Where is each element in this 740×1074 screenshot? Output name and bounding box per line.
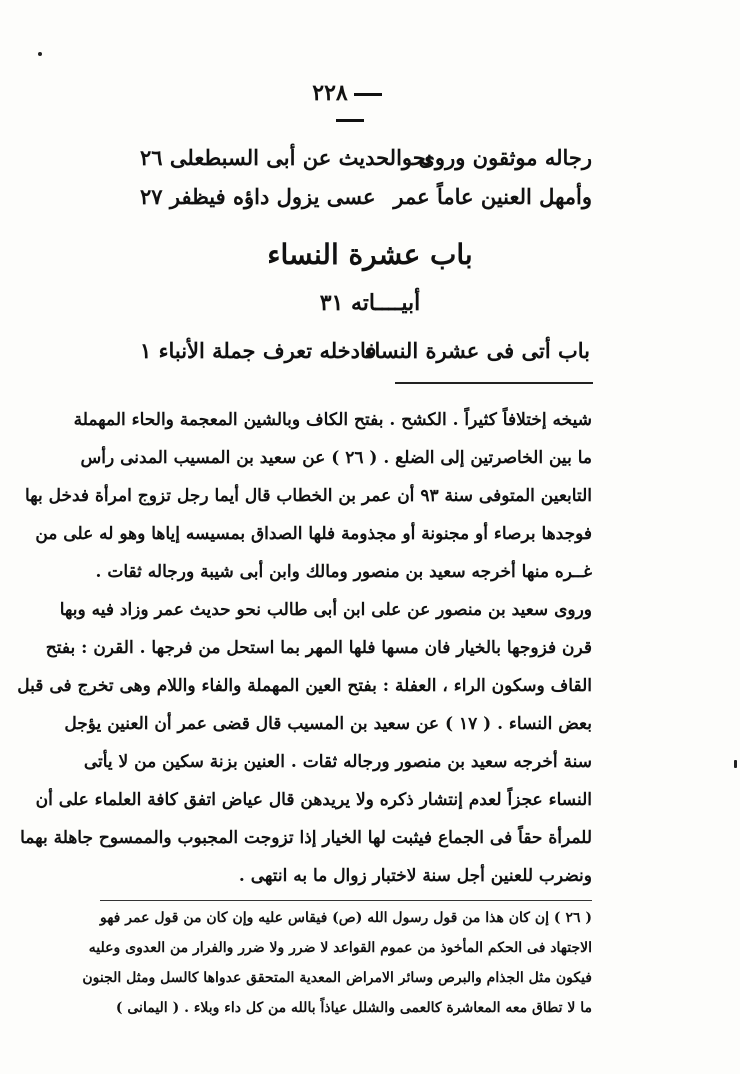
chapter-title: باب عشرة النساء [267, 238, 473, 271]
commentary-line: ونضرب للعنين أجل سنة لاختبار زوال ما به انتهى . [238, 866, 592, 886]
commentary-line: النساء عجزاً لعدم إنتشار ذكره ولا يريدهن قال عياض اتفق كافة العلماء على أن [35, 790, 592, 810]
commentary-line: شيخه إختلافاً كثيراً . الكشح . بفتح الكاف وبالشين المعجمة والحاء المهملة [73, 410, 592, 430]
footnote-line: ( ٢٦ ) إن كان هذا من قول رسول الله (ص) فيقاس عليه وإن كان من قول عمر فهو [100, 910, 593, 926]
verse-2-right-hemistich: وأمهل العنين عاماً عمر [393, 184, 592, 209]
commentary-line: التابعين المتوفى سنة ٩٣ أن عمر بن الخطاب قال أيما رجل تزوج امرأة فدخل بها [24, 486, 592, 506]
verse-2-left-hemistich: عسى يزول داؤه فيظفر ٢٧ [140, 184, 376, 209]
commentary-line: غــره منها أخرجه سعيد بن منصور ومالك وابن أبى شيبة ورجاله ثقات . [95, 562, 592, 582]
footnote-line: ما لا تطاق معه المعاشرة كالعمى والشلل عياذاً بالله من كل داء وبلاء . ( اليمانى ) [115, 1000, 592, 1016]
footnote-line: الاجتهاد فى الحكم المأخوذ من عموم القواعد لا ضرر ولا ضرر والفرار من العدوى وعليه [88, 940, 592, 956]
intro-verse-left-hemistich: فادخله تعرف جملة الأنباء ١ [140, 338, 377, 363]
page-number-text: ٢٢٨ [312, 80, 348, 106]
verse-count: أبيــــاته ٣١ [319, 290, 421, 316]
page-number [300, 80, 400, 132]
commentary-line: قرن فزوجها بالخيار فان مسها فلها المهر بما استحل من فرجها . القرن : بفتح [45, 638, 592, 658]
footnote-line: فيكون مثل الجذام والبرص وسائر الامراض المعدية المتحقق عدواها كالسل ومثل الجنون [82, 970, 592, 986]
commentary-line: فوجدها برصاء أو مجنونة أو مجذومة فلها الصداق بمسيسه إياها وهو له على من [35, 524, 592, 544]
verse-1-right-hemistich: رجاله موثقون وروى [418, 145, 592, 170]
intro-verse-right-hemistich: باب أتى فى عشرة النساء [364, 338, 590, 363]
page-number-dash [336, 119, 364, 122]
section-divider [395, 382, 593, 384]
footnote-divider [100, 900, 592, 901]
commentary-line: القاف وسكون الراء ، العفلة : بفتح العين المهملة والفاء واللام وهى تخرج فى قبل [17, 676, 592, 696]
commentary-line: سنة أخرجه سعيد بن منصور ورجاله ثقات . العنين بزنة سكين من لا يأتى [83, 752, 592, 772]
ink-speck [38, 52, 42, 56]
commentary-line: للمرأة حقاً فى الجماع فيثبت لها الخيار إذا تزوجت المجبوب والممسوح جاهلة بهما [20, 828, 592, 848]
commentary-line: وروى سعيد بن منصور عن على ابن أبى طالب نحو حديث عمر وزاد فيه وبها [59, 600, 592, 620]
commentary-line: ما بين الخاصرتين إلى الضلع . ( ٢٦ ) عن سعيد بن المسيب المدنى رأس [80, 448, 592, 468]
page-number-dash [354, 93, 382, 96]
ink-speck [734, 760, 737, 768]
commentary-line: بعض النساء . ( ١٧ ) عن سعيد بن المسيب قال قضى عمر أن العنين يؤجل [64, 714, 592, 734]
verse-1-left-hemistich: نحوالحديث عن أبى السبطعلى ٢٦ [140, 145, 433, 170]
